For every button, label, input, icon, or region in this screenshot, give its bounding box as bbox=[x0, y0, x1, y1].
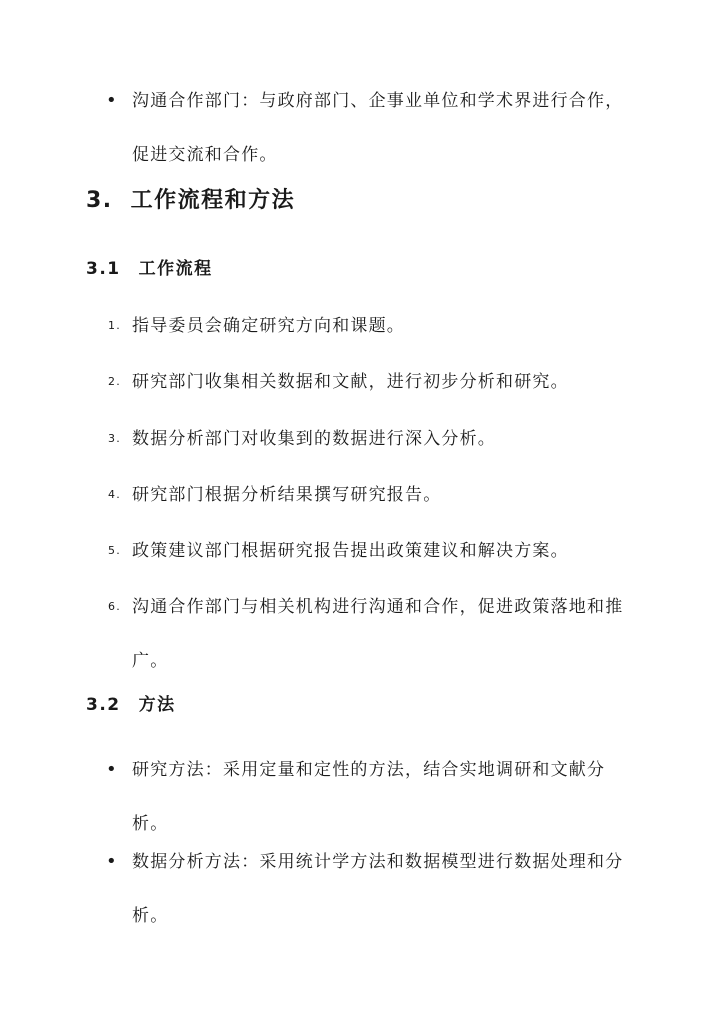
section-3-2-number: 3.2 bbox=[86, 695, 121, 715]
bullet-marker: • bbox=[106, 759, 118, 780]
step-item bbox=[108, 412, 632, 466]
step-text: 指导委员会确定研究方向和课题。 bbox=[132, 316, 405, 336]
list-item-text: 沟通合作部门：与政府部门、企事业单位和学术界进行合作，促进交流和合作。 bbox=[132, 91, 624, 165]
section-3-title: 工作流程和方法 bbox=[130, 188, 296, 213]
method-text: 数据分析方法：采用统计学方法和数据模型进行数据处理和分析。 bbox=[132, 852, 624, 926]
step-text: 研究部门根据分析结果撰写研究报告。 bbox=[132, 485, 442, 505]
step-text: 政策建议部门根据研究报告提出政策建议和解决方案。 bbox=[132, 541, 569, 561]
section-3-2-title: 方法 bbox=[138, 695, 176, 715]
step-item bbox=[108, 468, 632, 522]
section-3-2-heading bbox=[86, 692, 176, 718]
step-item bbox=[108, 355, 632, 409]
bullet-marker: • bbox=[106, 851, 118, 872]
step-text: 数据分析部门对收集到的数据进行深入分析。 bbox=[132, 429, 496, 449]
section-3-1-number: 3.1 bbox=[86, 259, 121, 279]
step-number: 5. bbox=[108, 544, 121, 557]
step-number: 4. bbox=[108, 488, 121, 501]
step-item bbox=[108, 580, 632, 688]
step-number: 1. bbox=[108, 319, 121, 332]
step-number: 3. bbox=[108, 432, 121, 445]
section-3-number: 3. bbox=[86, 188, 113, 213]
step-item bbox=[108, 299, 632, 353]
section-3-1-title: 工作流程 bbox=[138, 259, 213, 279]
step-item bbox=[108, 524, 632, 578]
method-text: 研究方法：采用定量和定性的方法，结合实地调研和文献分析。 bbox=[132, 760, 606, 834]
section-3-1-heading bbox=[86, 256, 213, 282]
step-number: 6. bbox=[108, 600, 121, 613]
bullet-marker: • bbox=[106, 90, 118, 111]
step-text: 研究部门收集相关数据和文献，进行初步分析和研究。 bbox=[132, 372, 569, 392]
list-item-communication-dept bbox=[106, 74, 632, 182]
section-3-heading bbox=[86, 186, 295, 216]
step-text: 沟通合作部门与相关机构进行沟通和合作，促进政策落地和推广。 bbox=[132, 597, 624, 671]
step-number: 2. bbox=[108, 375, 121, 388]
method-item bbox=[106, 835, 632, 943]
